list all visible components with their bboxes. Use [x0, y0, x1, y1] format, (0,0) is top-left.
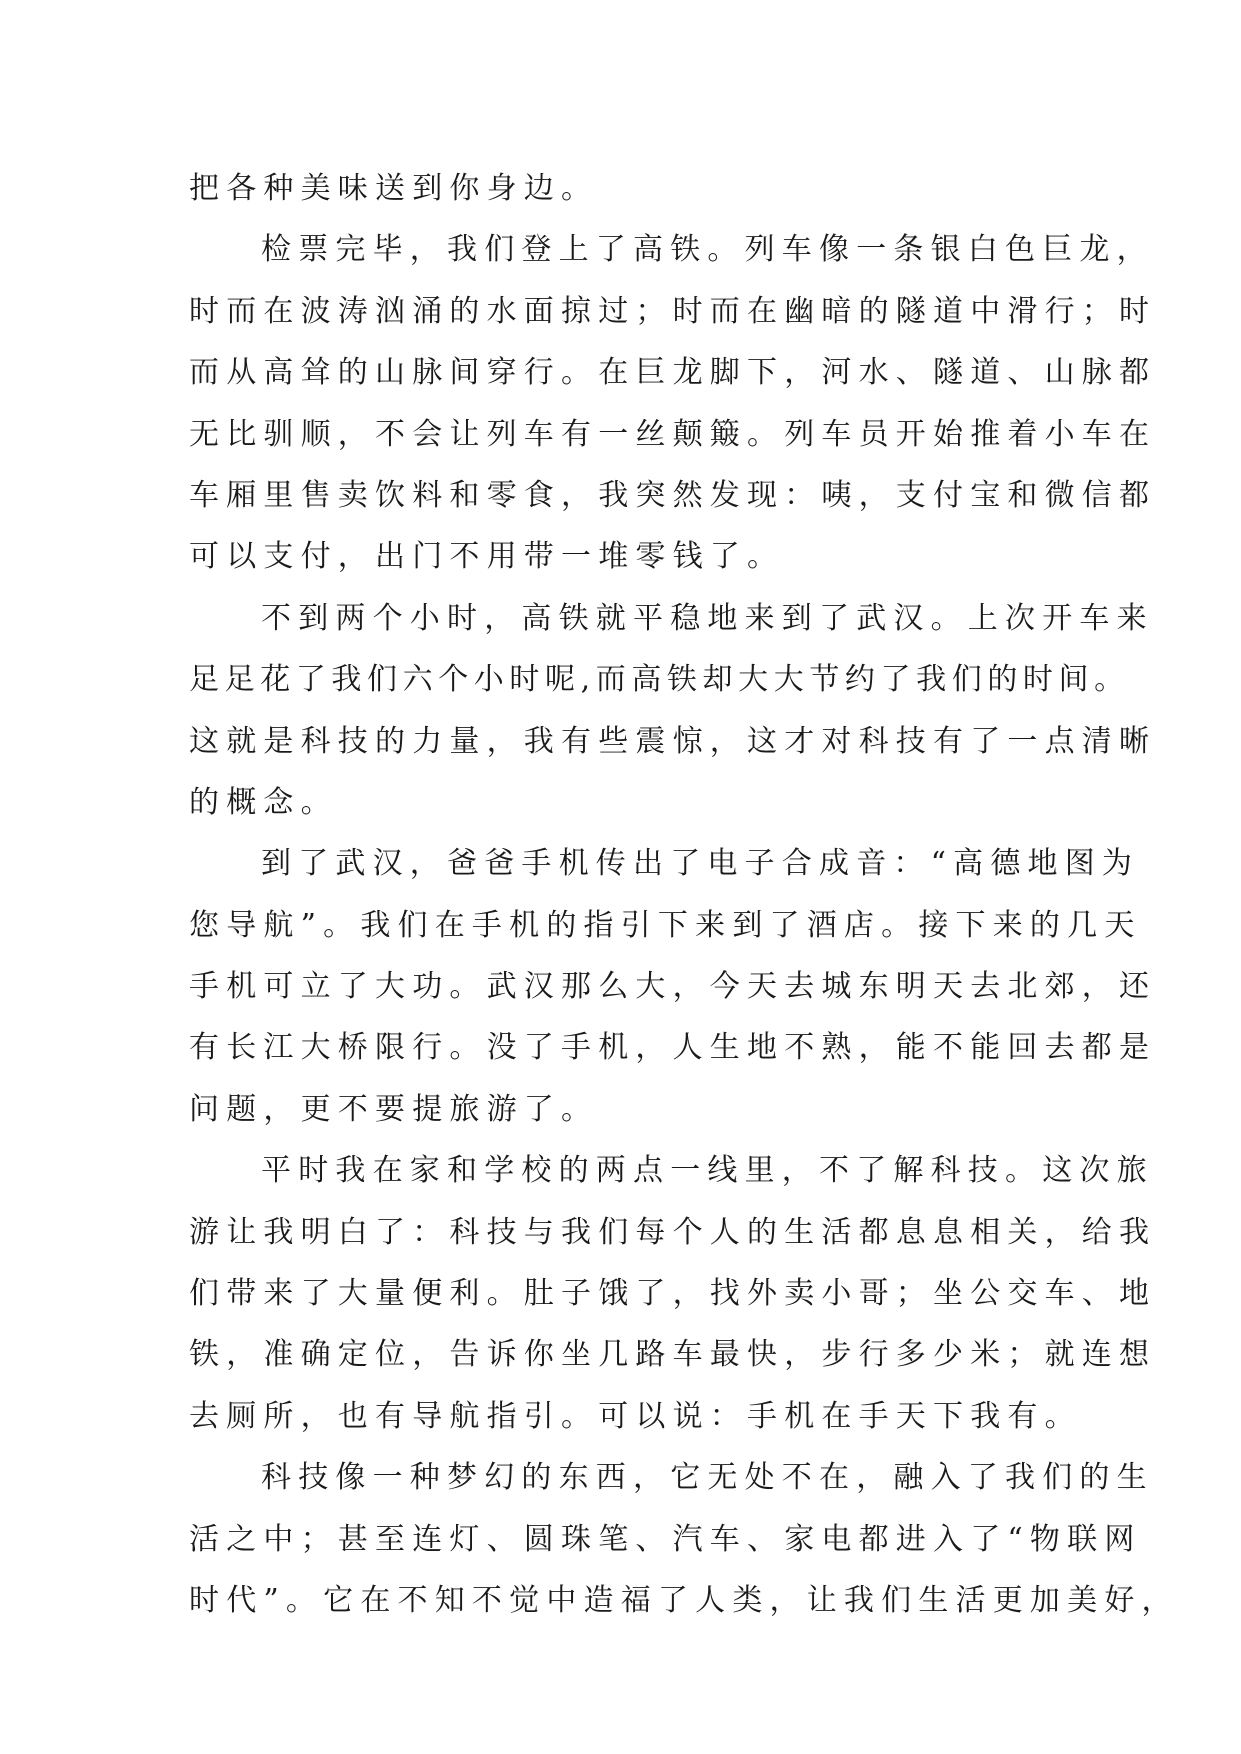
- text-line: 们带来了大量便利。肚子饿了，找外卖小哥；坐公交车、地: [189, 1276, 1157, 1312]
- text-line: 铁，准确定位，告诉你坐几路车最快，步行多少米；就连想: [189, 1337, 1157, 1373]
- text-line: 这就是科技的力量，我有些震惊，这才对科技有了一点清晰: [189, 723, 1157, 759]
- text-line: 有长江大桥限行。没了手机，人生地不熟，能不能回去都是: [189, 1030, 1157, 1066]
- text-line: 您导航”。我们在手机的指引下来到了酒店。接下来的几天: [189, 907, 1142, 943]
- text-line: 把各种美味送到你身边。: [189, 171, 599, 206]
- body-text: [189, 158, 1179, 1631]
- text-line: 游让我明白了：科技与我们每个人的生活都息息相关，给我: [189, 1214, 1157, 1250]
- paragraph-start-line: 到了武汉，爸爸手机传出了电子合成音：“高德地图为: [261, 846, 1140, 882]
- paragraph-start-line: 不到两个小时，高铁就平稳地来到了武汉。上次开车来: [261, 600, 1154, 636]
- paragraph-start-line: 科技像一种梦幻的东西，它无处不在，融入了我们的生: [261, 1460, 1154, 1496]
- text-line: 时代”。它在不知不觉中造福了人类，让我们生活更加美好，: [189, 1582, 1179, 1618]
- text-line: 的概念。: [189, 784, 338, 820]
- text-line: 足足花了我们六个小时呢,而高铁却大大节约了我们的时间。: [189, 662, 1130, 698]
- text-line: 去厕所，也有导航指引。可以说：手机在手天下我有。: [189, 1398, 1082, 1434]
- text-line: 可以支付，出门不用带一堆零钱了。: [189, 539, 785, 575]
- paragraph-start-line: 检票完毕，我们登上了高铁。列车像一条银白色巨龙，: [261, 232, 1154, 268]
- text-line: 活之中；甚至连灯、圆珠笔、汽车、家电都进入了“物联网: [189, 1521, 1142, 1557]
- paragraph-start-line: 平时我在家和学校的两点一线里，不了解科技。这次旅: [261, 1153, 1154, 1189]
- text-line: 手机可立了大功。武汉那么大，今天去城东明天去北郊，还: [189, 969, 1157, 1005]
- text-line: 车厢里售卖饮料和零食，我突然发现：咦，支付宝和微信都: [189, 477, 1157, 513]
- text-line: 时而在波涛汹涌的水面掠过；时而在幽暗的隧道中滑行；时: [189, 293, 1157, 329]
- text-line: 而从高耸的山脉间穿行。在巨龙脚下，河水、隧道、山脉都: [189, 355, 1157, 391]
- text-line: 无比驯顺，不会让列车有一丝颠簸。列车员开始推着小车在: [189, 416, 1157, 452]
- text-line: 问题，更不要提旅游了。: [189, 1091, 599, 1127]
